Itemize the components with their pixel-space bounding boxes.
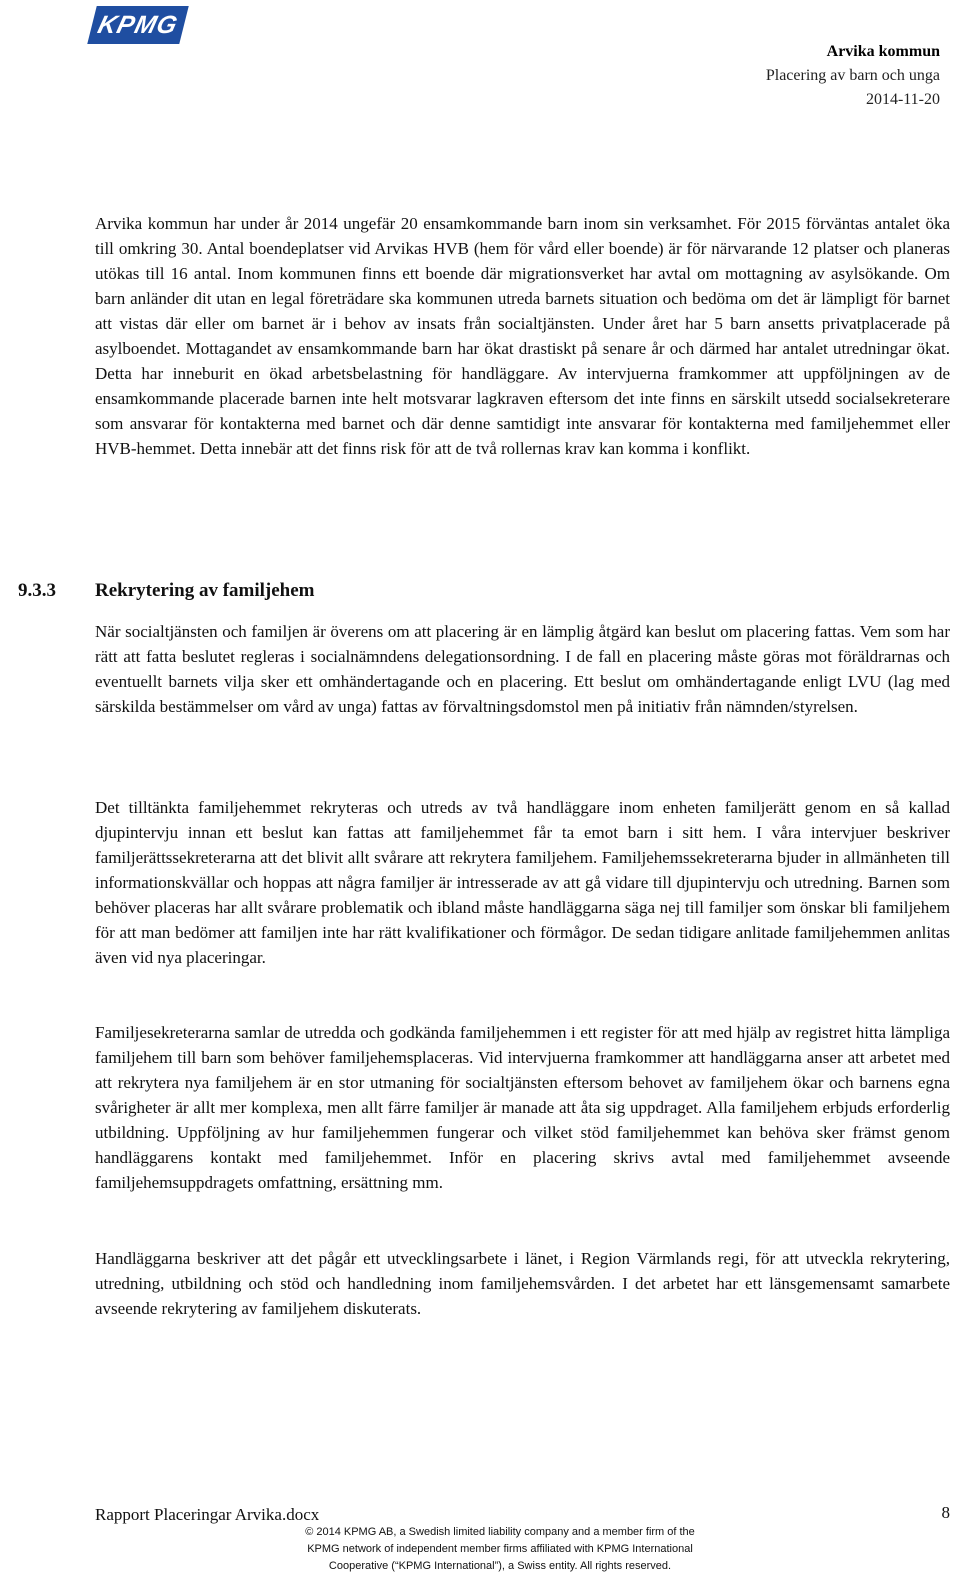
paragraph-5 (95, 1246, 950, 1321)
copyright-line-3: Cooperative (“KPMG International”), a Swiss entity. All rights reserved. (328, 1560, 672, 1572)
page-number: 8 (941, 1503, 950, 1522)
paragraph-3-text: Det tilltänkta familjehemmet rekryteras och utreds av två handläggare inom enheten familjerätt genom en så kallad djupintervju innan ett beslut kan fattas att familjehemmet får ta emot barn i sitt hem. I våra intervjuer beskriver familjerättssekreterarna att det blivit allt svårare att rekrytera familjehem. Familjehemssekreterarna bjuder in allmänheten till informationskvällar och hoppas att några familjer är intresserade av att gå vidare till djupintervju och utredning. Barnen som behöver placeras har allt svårare problematik och ibland måste handläggarna säga nej till familjer som önskar bli familjehem för att man bedömer att familjen inte har rätt kvalifikationer och förmågor. De sedan tidigare anlitade familjehemmen anlitas även vid nya placeringar. (95, 798, 950, 967)
paragraph-4 (95, 1020, 950, 1195)
header-report: Placering av barn och unga (765, 67, 940, 84)
copyright-line-1: © 2014 KPMG AB, a Swedish limited liability company and a member firm of the (305, 1526, 695, 1538)
section-number: 9.3.3 (18, 580, 56, 601)
paragraph-1 (95, 211, 950, 461)
header-org: Arvika kommun (826, 43, 940, 60)
header-date: 2014-11-20 (865, 91, 940, 108)
paragraph-2-text: När socialtjänsten och familjen är överens om att placering är en lämplig åtgärd kan beslut om placering fattas. Vem som har rätt att fatta beslutet regleras i socialnämndens delegationsordning. I de fall en placering måste göras mot föräldrarnas och eventuellt barnets vilja sker ett omhändertagande och en placering. Ett beslut om omhändertagande enligt LVU (lag med särskilda bestämmelser om vård av unga) fattas av förvaltningsdomstol men på initiativ från nämnden/styrelsen. (95, 622, 950, 716)
paragraph-4-text: Familjesekreterarna samlar de utredda och godkända familjehemmen i ett register för att med hjälp av registret hitta lämpliga familjehem till barn som behöver familjehemsplaceras. Vid intervjuerna framkommer att handläggarna anser att arbetet med att rekrytera nya familjehem är en stor utmaning för socialtjänsten eftersom behovet av familjehem ökar och barnens egna svårigheter är allt mer komplexa, men allt färre familjer är manade att åta sig uppdraget. Alla familjehem erbjuds erforderlig utbildning. Uppföljning av hur familjehemmen fungerar och vilket stöd familjehemmet kan behöva sker främst genom handläggarens kontakt med familjehemmet. Inför en placering skrivs avtal med familjehemmet avseende familjehemsuppdragets omfattning, ersättning mm. (95, 1023, 950, 1192)
paragraph-3 (95, 795, 950, 970)
footer-copyright (200, 1524, 800, 1575)
section-title: Rekrytering av familjehem (95, 580, 315, 601)
kpmg-logo (92, 6, 184, 44)
copyright-line-2: KPMG network of independent member firms affiliated with KPMG International (307, 1543, 693, 1555)
footer-filename: Rapport Placeringar Arvika.docx (95, 1505, 320, 1524)
page-header (766, 40, 940, 112)
logo-text: KPMG (87, 6, 188, 44)
paragraph-1-text: Arvika kommun har under år 2014 ungefär 20 ensamkommande barn inom sin verksamhet. För 2015 förväntas antalet öka till omkring 30. Antal boendeplatser vid Arvikas HVB (hem för vård eller boende) är för närvarande 12 platser och planeras utökas till 16 antal. Inom kommunen finns ett boende där migrationsverket har avtal om mottagning av asylsökande. Om barn anländer dit utan en legal företrädare ska kommunen utreda barnets situation och bedöma om det är lämpligt för barnet att vistas där eller om barnet är i behov av insats från socialtjänsten. Under året har 5 barn ansetts privatplacerade på asylboendet. Mottagandet av ensamkommande barn har ökat drastiskt på senare år och därmed har antalet utredningar ökat. Detta har inneburit en ökad arbetsbelastning för handläggare. Av intervjuerna framkommer att uppföljningen av de ensamkommande placerade barnen inte helt motsvarar lagkraven eftersom det inte finns en särskilt utsedd socialsekreterare som ansvarar för kontakterna med barnet och där denne samtidigt inte ansvarar för kontakterna med familjehemmet eller HVB-hemmet. Detta innebär att det finns risk för att de två rollernas krav kan komma i konflikt. (95, 214, 950, 458)
paragraph-2 (95, 619, 950, 719)
paragraph-5-text: Handläggarna beskriver att det pågår ett utvecklingsarbete i länet, i Region Värmlands regi, för att utveckla rekrytering, utredning, utbildning och stöd och handledning inom familjehemsvården. I det arbetet har ett länsgemensamt samarbete avseende rekrytering av familjehem diskuterats. (95, 1249, 950, 1318)
